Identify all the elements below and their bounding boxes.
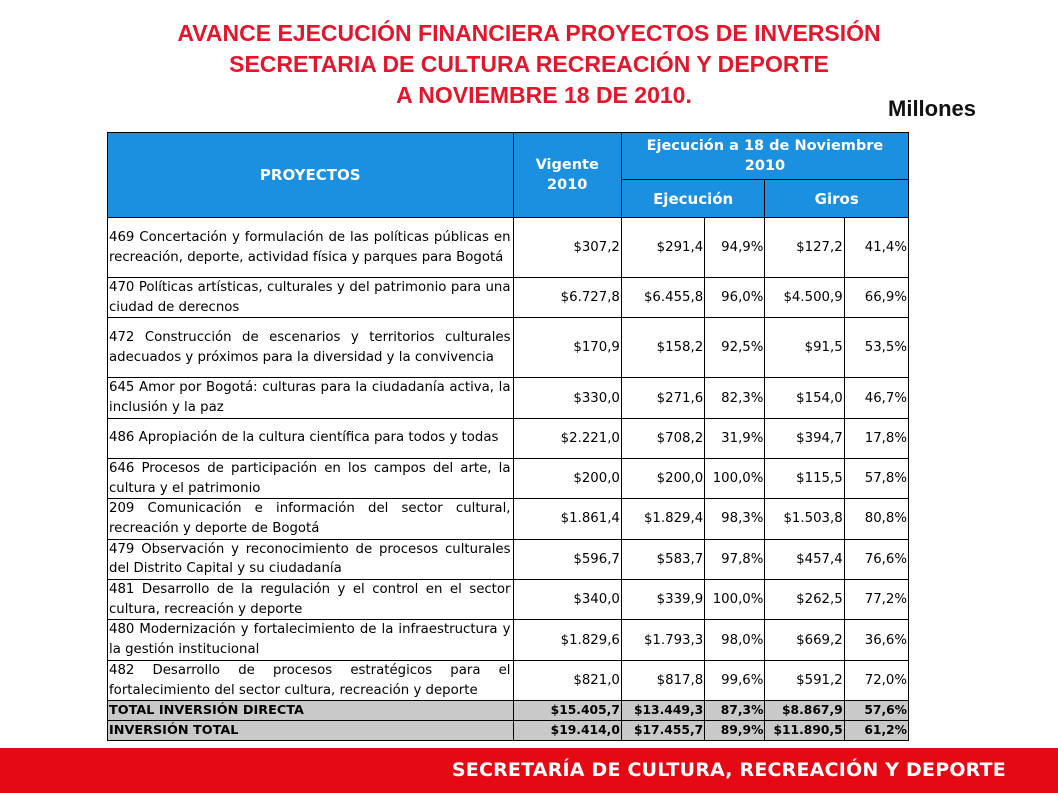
cell-ejec-pct: 98,0% (705, 620, 765, 660)
cell-giros: $394,7 (765, 418, 844, 458)
cell-ejecucion: $158,2 (621, 318, 704, 378)
cell-ejec-pct: 100,0% (705, 458, 765, 498)
cell-giros-pct: 66,9% (844, 278, 908, 318)
cell-vigente: $1.861,4 (513, 499, 621, 539)
cell-giros-pct: 76,6% (844, 539, 908, 579)
cell-ejec-pct: 100,0% (705, 580, 765, 620)
table-row (108, 580, 909, 620)
cell-giros: $669,2 (765, 620, 844, 660)
cell-vigente: $170,9 (513, 318, 621, 378)
cell-giros-pct: 17,8% (844, 418, 908, 458)
cell-ejecucion: $13.449,3 (621, 701, 704, 721)
cell-vigente: $200,0 (513, 458, 621, 498)
cell-name: 209 Comunicación e información del sector cultural, recreación y deporte de Bogotá (108, 499, 514, 539)
table-row (108, 499, 909, 539)
table-row (108, 458, 909, 498)
cell-name: 470 Políticas artísticas, culturales y del patrimonio para una ciudad de derecnos (108, 278, 514, 318)
header-ejecucion: Ejecución (621, 180, 765, 218)
cell-vigente: $1.829,6 (513, 620, 621, 660)
cell-giros: $1.503,8 (765, 499, 844, 539)
cell-name: 480 Modernización y fortalecimiento de la infraestructura y la gestión institucional (108, 620, 514, 660)
header-ejecucion-group: Ejecución a 18 de Noviembre 2010 (621, 133, 908, 180)
cell-ejecucion: $339,9 (621, 580, 704, 620)
cell-ejecucion: $291,4 (621, 218, 704, 278)
cell-giros: $457,4 (765, 539, 844, 579)
cell-ejec-pct: 99,6% (705, 660, 765, 700)
cell-giros-pct: 36,6% (844, 620, 908, 660)
total-row (108, 721, 909, 741)
cell-giros: $4.500,9 (765, 278, 844, 318)
cell-name: 472 Construcción de escenarios y territorios culturales adecuados y próximos para la diversidad y la convivencia (108, 318, 514, 378)
header-proyectos: PROYECTOS (108, 133, 514, 218)
table-row (108, 218, 909, 278)
cell-ejec-pct: 82,3% (705, 378, 765, 418)
cell-vigente: $19.414,0 (513, 721, 621, 741)
cell-name: 645 Amor por Bogotá: culturas para la ciudadanía activa, la inclusión y la paz (108, 378, 514, 418)
cell-ejecucion: $1.793,3 (621, 620, 704, 660)
cell-giros: $127,2 (765, 218, 844, 278)
cell-name: 486 Apropiación de la cultura científica para todos y todas (108, 418, 514, 458)
table-row (108, 318, 909, 378)
cell-ejecucion: $1.829,4 (621, 499, 704, 539)
cell-vigente: $2.221,0 (513, 418, 621, 458)
cell-giros: $154,0 (765, 378, 844, 418)
cell-ejecucion: $200,0 (621, 458, 704, 498)
cell-giros: $11.890,5 (765, 721, 844, 741)
cell-name: 481 Desarrollo de la regulación y el control en el sector cultura, recreación y deporte (108, 580, 514, 620)
cell-giros-pct: 80,8% (844, 499, 908, 539)
cell-name: 469 Concertación y formulación de las políticas públicas en recreación, deporte, actividad física y parques para Bogotá (108, 218, 514, 278)
cell-name: INVERSIÓN TOTAL (108, 721, 514, 741)
footer-text: SECRETARÍA DE CULTURA, RECREACIÓN Y DEPORTE (451, 759, 1006, 781)
header-giros: Giros (765, 180, 909, 218)
cell-vigente: $15.405,7 (513, 701, 621, 721)
header-vigente: Vigente 2010 (513, 133, 621, 218)
title-line-3: A NOVIEMBRE 18 DE 2010. (396, 82, 692, 108)
cell-vigente: $307,2 (513, 218, 621, 278)
title-line-1: AVANCE EJECUCIÓN FINANCIERA PROYECTOS DE INVERSIÓN (177, 20, 881, 46)
cell-giros: $91,5 (765, 318, 844, 378)
title-line-2: SECRETARIA DE CULTURA RECREACIÓN Y DEPORTE (229, 51, 829, 77)
table-row (108, 620, 909, 660)
cell-giros-pct: 77,2% (844, 580, 908, 620)
cell-ejec-pct: 96,0% (705, 278, 765, 318)
investment-table (107, 132, 909, 741)
cell-giros-pct: 61,2% (844, 721, 908, 741)
cell-ejec-pct: 92,5% (705, 318, 765, 378)
cell-ejecucion: $6.455,8 (621, 278, 704, 318)
table-row (108, 418, 909, 458)
footer-bar (0, 748, 1058, 793)
cell-giros-pct: 72,0% (844, 660, 908, 700)
cell-ejec-pct: 97,8% (705, 539, 765, 579)
total-row (108, 701, 909, 721)
cell-giros-pct: 46,7% (844, 378, 908, 418)
cell-ejec-pct: 94,9% (705, 218, 765, 278)
cell-giros-pct: 53,5% (844, 318, 908, 378)
cell-ejecucion: $817,8 (621, 660, 704, 700)
cell-ejecucion: $17.455,7 (621, 721, 704, 741)
cell-giros-pct: 57,6% (844, 701, 908, 721)
units-label: Millones (888, 96, 977, 121)
cell-name: 482 Desarrollo de procesos estratégicos para el fortalecimiento del sector cultura, recreación y deporte (108, 660, 514, 700)
cell-vigente: $596,7 (513, 539, 621, 579)
table-body (108, 218, 909, 741)
cell-ejecucion: $708,2 (621, 418, 704, 458)
cell-vigente: $821,0 (513, 660, 621, 700)
cell-name: TOTAL INVERSIÓN DIRECTA (108, 701, 514, 721)
cell-ejec-pct: 87,3% (705, 701, 765, 721)
cell-giros: $115,5 (765, 458, 844, 498)
cell-vigente: $340,0 (513, 580, 621, 620)
table-row (108, 539, 909, 579)
cell-name: 646 Procesos de participación en los campos del arte, la cultura y el patrimonio (108, 458, 514, 498)
cell-name: 479 Observación y reconocimiento de procesos culturales del Distrito Capital y su ciudadanía (108, 539, 514, 579)
cell-giros: $262,5 (765, 580, 844, 620)
cell-ejec-pct: 31,9% (705, 418, 765, 458)
table-row (108, 660, 909, 700)
cell-ejec-pct: 89,9% (705, 721, 765, 741)
cell-giros-pct: 57,8% (844, 458, 908, 498)
cell-giros: $591,2 (765, 660, 844, 700)
cell-giros-pct: 41,4% (844, 218, 908, 278)
cell-giros: $8.867,9 (765, 701, 844, 721)
table-row (108, 278, 909, 318)
table-row (108, 378, 909, 418)
cell-ejecucion: $583,7 (621, 539, 704, 579)
cell-ejec-pct: 98,3% (705, 499, 765, 539)
cell-vigente: $6.727,8 (513, 278, 621, 318)
cell-vigente: $330,0 (513, 378, 621, 418)
cell-ejecucion: $271,6 (621, 378, 704, 418)
